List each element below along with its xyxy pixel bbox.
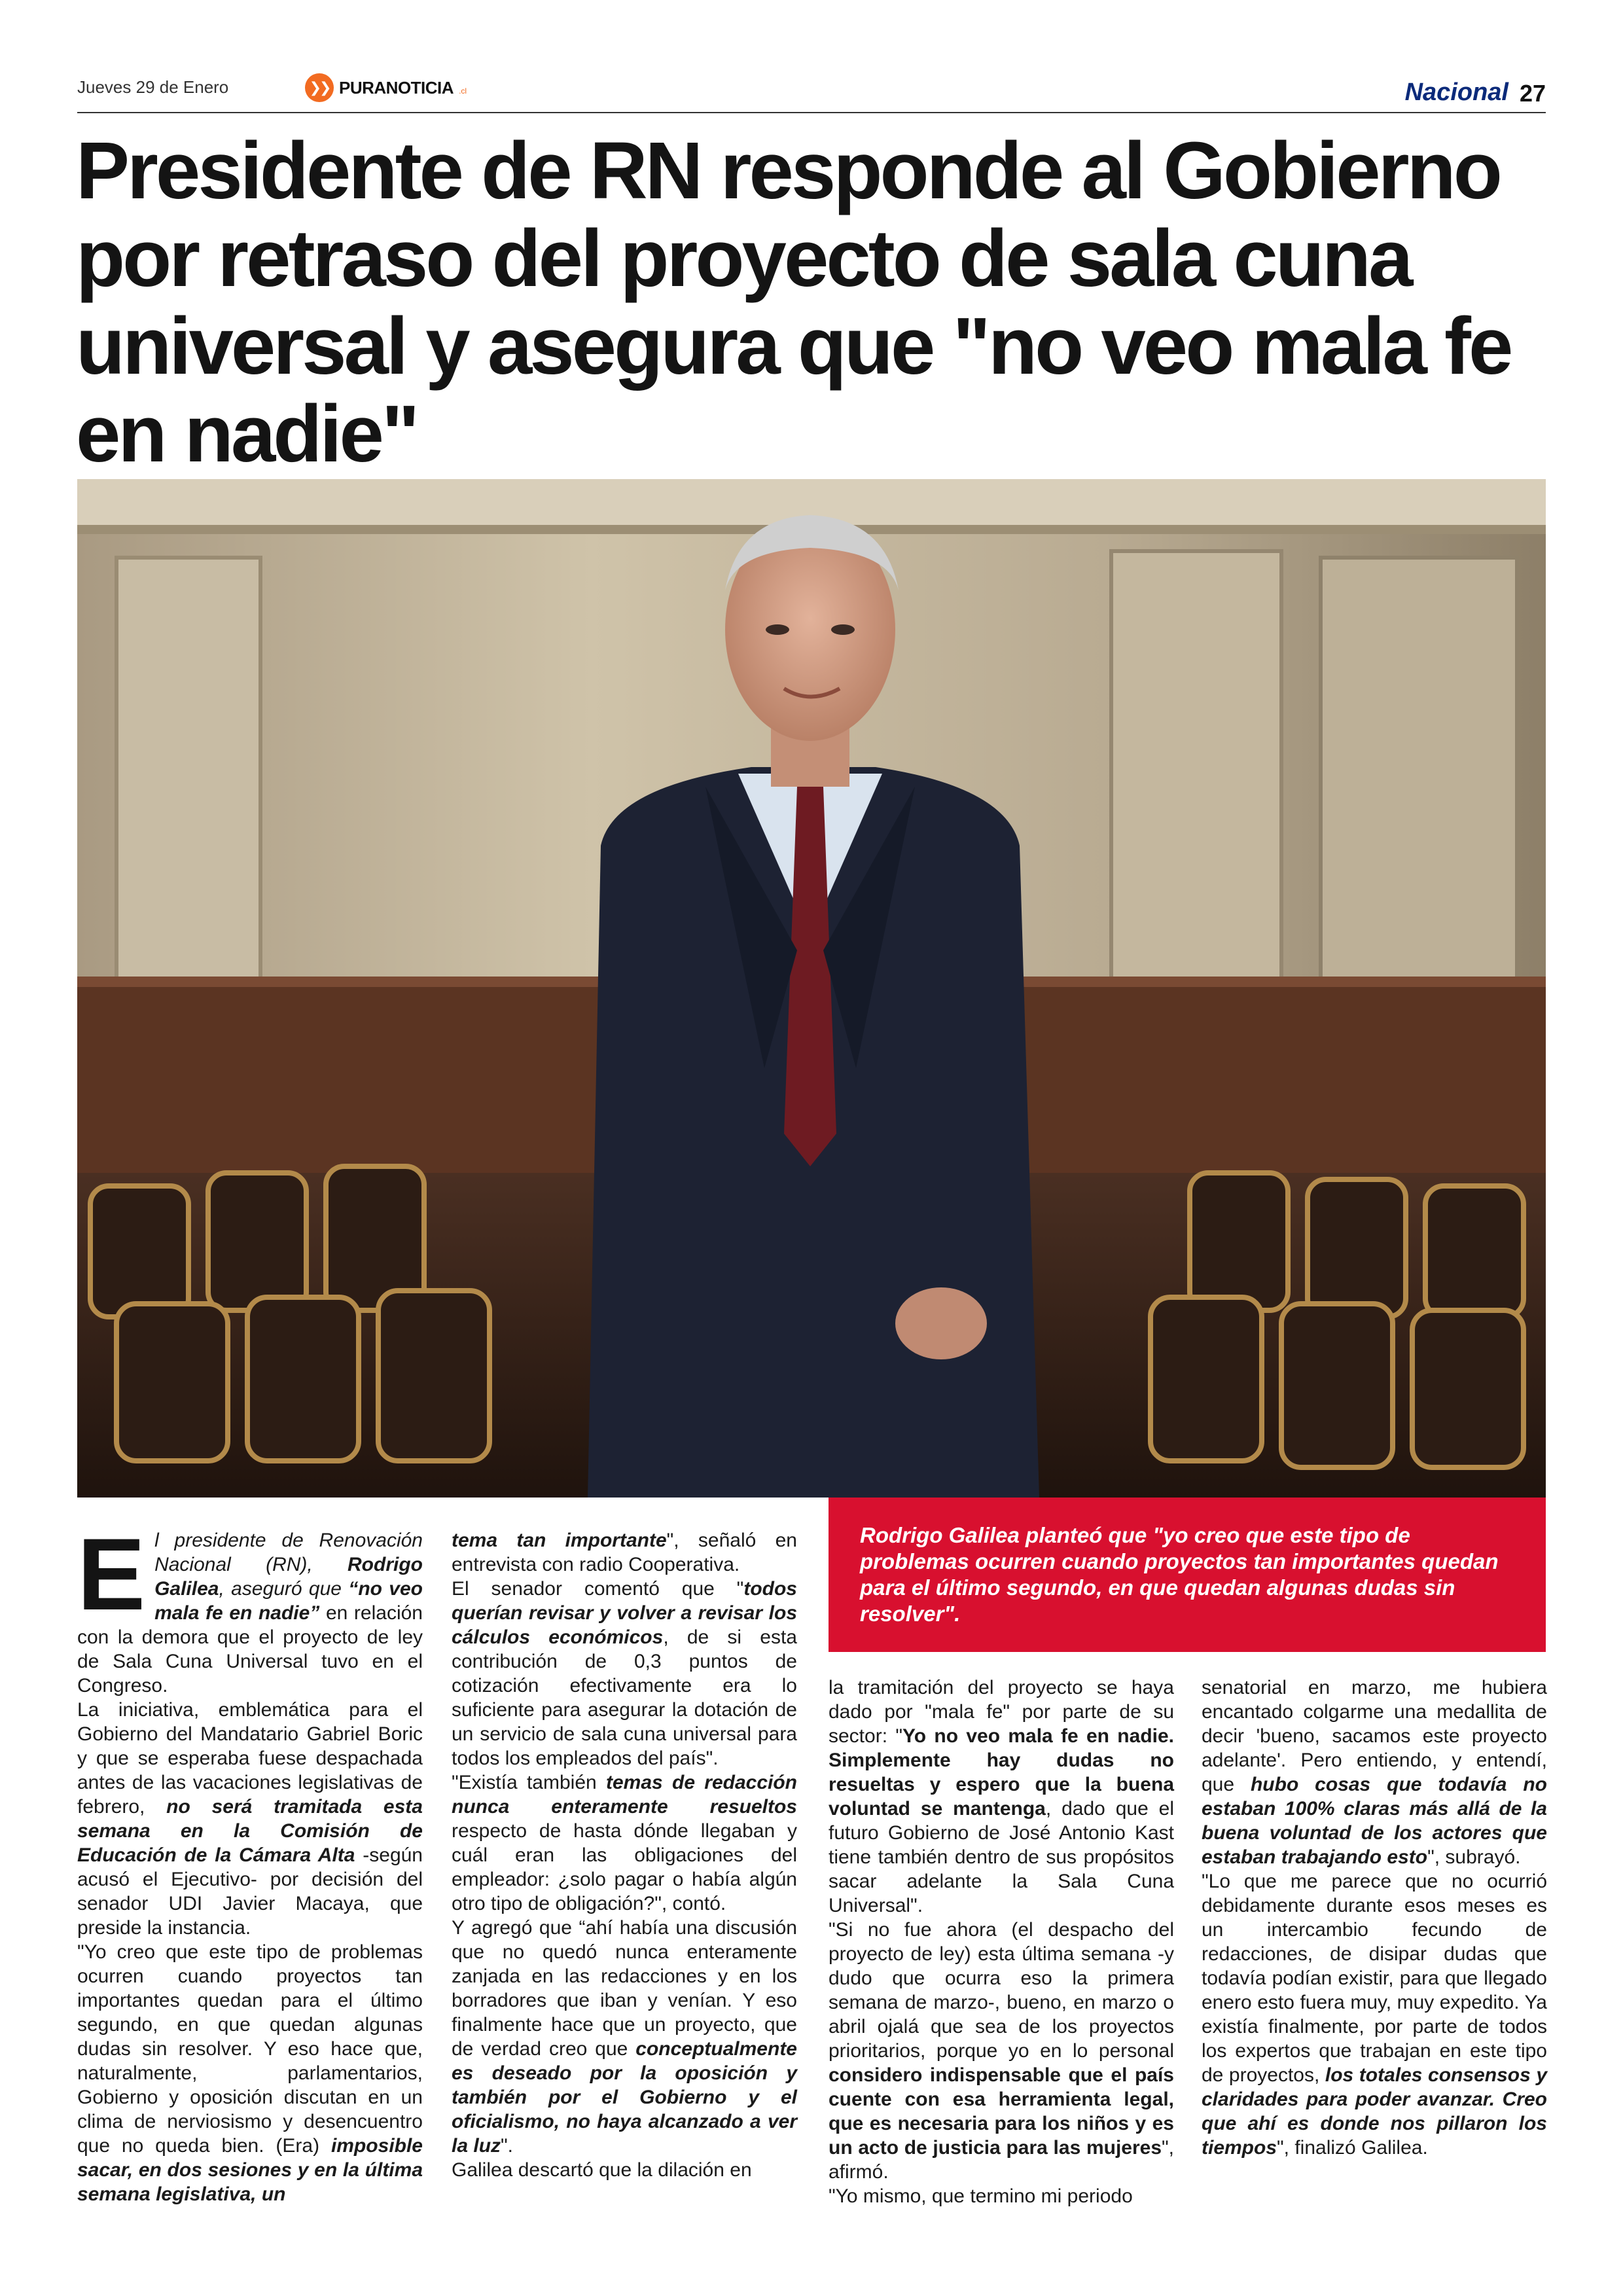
- paragraph: senatorial en marzo, me hubiera encantado colgarme una medallita de decir 'bueno, sacamos este proyecto adelante'. Pero entiendo, y entendí, que hubo cosas que todavía no estaban 100% claras más allá de la buena voluntad de los actores que estaban trabajando esto", subrayó.: [1202, 1677, 1547, 1868]
- photo-caption: [829, 1498, 1546, 1652]
- paragraph: El senador comentó que "todos querían revisar y volver a revisar los cálculos económicos, de si esta contribución de 0,3 puntos de cotización efectivamente era lo suficiente para asegurar la dotación de un servicio de sala cuna universal para todos los empleados del país".: [452, 1578, 797, 1769]
- paragraph: "Lo que me parece que no ocurrió debidamente durante esos meses es un intercambio fecundo de redacciones, de disipar dudas que todavía podían existir, para que llegado enero esto fuera muy, muy expedito. Ya existía finalmente, por parte de todos los expertos que trabajan en este tipo de proyectos, los totales consensos y claridades para poder avanzar. Creo que ahí es donde nos pillaron los tiempos", finalizó Galilea.: [1202, 1871, 1548, 2159]
- paragraph: tema tan importante", señaló en entrevista con radio Cooperativa.: [452, 1530, 797, 1575]
- paragraph: La iniciativa, emblemática para el Gobierno del Mandatario Gabriel Boric y que se esperaba fuese despachada antes de las vacaciones legislativas de febrero, no será tramitada esta semana en la Comisión de Educación de la Cámara Alta -según acusó el Ejecutivo- por decisión del senador UDI Javier Macaya, que preside la instancia.: [77, 1699, 423, 1939]
- brand-logo: [305, 73, 467, 102]
- brand-suffix: .cl: [459, 86, 467, 96]
- paragraph: la tramitación del proyecto se haya dado por "mala fe" por parte de su sector: "Yo no veo mala fe en nadie. Simplemente hay dudas no resueltas y espero que la buena voluntad se mantenga, dado que el futuro Gobierno de José Antonio Kast tiene también dentro de sus propósitos sacar adelante la Sala Cuna Universal".: [829, 1677, 1174, 1916]
- issue-date: Jueves 29 de Enero: [77, 77, 229, 97]
- brand-name: PURANOTICIA: [339, 77, 454, 98]
- section-name: Nacional: [1404, 79, 1508, 106]
- paragraph: "Existía también temas de redacción nunca enteramente resueltos respecto de hasta dónde llegaban y cuál eran las obligaciones del empleador: ¿solo pagar o había algún otro tipo de obligación?", contó.: [452, 1772, 798, 1914]
- page-number: 27: [1519, 80, 1546, 107]
- paragraph: Galilea descartó que la dilación en: [452, 2159, 752, 2181]
- play-arrows-icon: ❯❯: [305, 73, 334, 102]
- article-column-1: [77, 1518, 423, 2206]
- article-photo: [77, 479, 1546, 1498]
- caption-text: Rodrigo Galilea planteó que "yo creo que este tipo de problemas ocurren cuando proyectos tan importantes quedan para el último segundo, en que quedan algunas dudas sin resolver".: [860, 1523, 1499, 1626]
- drop-cap: E: [77, 1518, 146, 1632]
- paragraph: "Yo creo que este tipo de problemas ocurren cuando proyectos tan importantes quedan para el último segundo, en que quedan algunas dudas sin resolver. Y eso hace que, naturalmente, parlamentarios, Gobierno y oposición discutan en un clima de nerviosismo y desencuentro que no queda bien. (Era) imposible sacar, en dos sesiones y en la última semana legislativa, un: [77, 1941, 423, 2205]
- header-rule: [77, 112, 1546, 113]
- article-column-3: [829, 1676, 1174, 2208]
- paragraph: Y agregó que “ahí había una discusión que no quedó nunca enteramente zanjada en las redacciones y en los borradores que iban y venían. Y eso finalmente hace que un proyecto, que de verdad creo que conceptualmente es deseado por la oposición y también por el Gobierno y el oficialismo, no haya alcanzado a ver la luz".: [452, 1917, 797, 2157]
- paragraph: l presidente de Renovación Nacional (RN), Rodrigo Galilea, aseguró que “no veo mala fe en nadie” en relación con la demora que el proyecto de ley de Sala Cuna Universal tuvo en el Congreso.: [77, 1530, 423, 1696]
- article-column-2: [452, 1528, 797, 2182]
- article-column-4: [1202, 1676, 1547, 2160]
- paragraph: "Si no fue ahora (el despacho del proyecto de ley) esta última semana -y dudo que ocurra eso la primera semana de marzo-, bueno, en marzo o abril ojalá que sea de los proyectos prioritarios, porque yo en lo personal considero indispensable que el país cuente con esa herramienta legal, que es necesaria para los niños y es un acto de justicia para las mujeres", afirmó.: [829, 1919, 1174, 2183]
- paragraph: "Yo mismo, que termino mi periodo: [829, 2185, 1133, 2207]
- headline: Presidente de RN responde al Gobierno por retraso del proyecto de sala cuna universal y asegura que "no veo mala fe en nadie": [76, 126, 1511, 479]
